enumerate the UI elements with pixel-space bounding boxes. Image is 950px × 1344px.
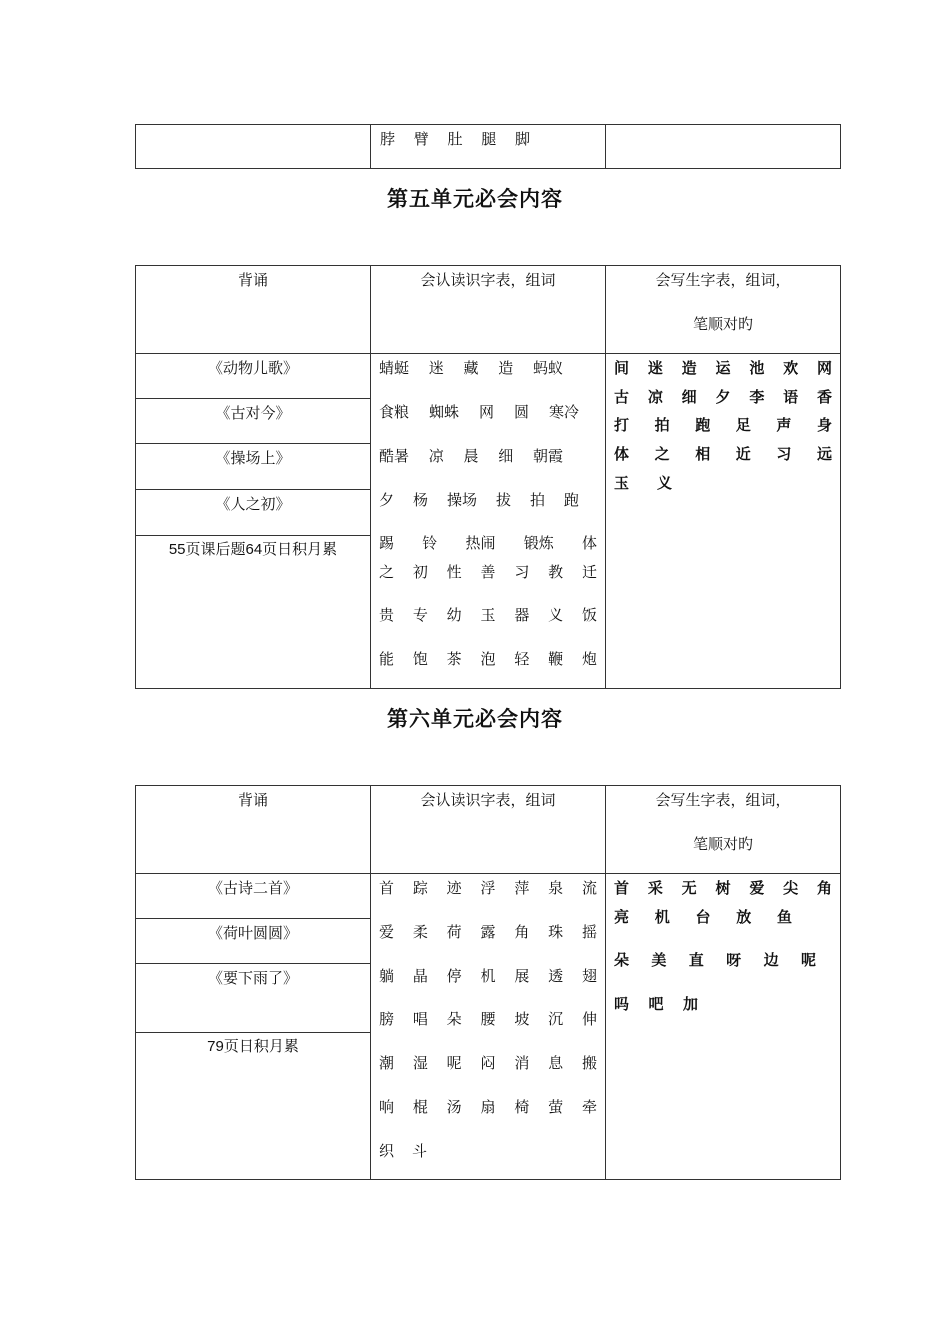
unit6-recognize-row (379, 878, 597, 898)
unit5-write-row (614, 358, 832, 378)
word-token: 坡 (514, 1010, 530, 1028)
word-token: 义 (548, 606, 564, 624)
word-token: 萤 (548, 1098, 564, 1116)
word-token: 之 (654, 445, 670, 463)
word-token: 柔 (412, 923, 428, 941)
word-token: 棍 (412, 1098, 428, 1116)
word-token: 美 (651, 951, 667, 969)
word-token: 潮 (379, 1054, 395, 1072)
unit6-write-row (614, 878, 832, 898)
word-token: 习 (514, 563, 530, 581)
word-token: 脚 (514, 130, 530, 148)
word-token: 泉 (548, 879, 564, 897)
word-token: 饱 (412, 650, 428, 668)
unit6-recite-item: 《古诗二首》 (207, 879, 298, 897)
word-token: 迷 (428, 359, 444, 377)
word-token: 汤 (446, 1098, 462, 1116)
word-token: 尖 (783, 879, 799, 897)
word-token: 珠 (548, 923, 564, 941)
word-token: 机 (480, 967, 496, 985)
word-token: 食粮 (379, 403, 410, 421)
unit6-write-row (614, 907, 792, 927)
word-token: 无 (681, 879, 697, 897)
unit6-recite-item: 《荷叶圆圆》 (207, 924, 298, 942)
word-token: 晨 (463, 447, 479, 465)
top-table-cell-text (380, 129, 530, 149)
unit6-recognize-row (379, 1053, 597, 1073)
word-token: 息 (548, 1054, 564, 1072)
word-token: 足 (735, 416, 751, 434)
word-token: 李 (749, 388, 765, 406)
word-token: 远 (816, 445, 832, 463)
word-token: 呀 (726, 951, 742, 969)
word-token: 斗 (411, 1142, 427, 1160)
word-token: 细 (681, 388, 697, 406)
word-token: 蜻蜓 (379, 359, 410, 377)
word-token: 习 (776, 445, 792, 463)
word-token: 跑 (563, 491, 579, 509)
word-token: 语 (783, 388, 799, 406)
word-token: 鞭 (548, 650, 564, 668)
word-token: 身 (816, 416, 832, 434)
word-token: 之 (379, 563, 395, 581)
word-token: 膀 (379, 1010, 395, 1028)
word-token: 加 (682, 995, 698, 1013)
unit5-recognize-row (379, 358, 563, 378)
unit6-write-row (614, 950, 816, 970)
word-token: 香 (816, 388, 832, 406)
word-token: 初 (412, 563, 428, 581)
word-token: 夕 (379, 491, 395, 509)
unit6-header-recognize: 会认读识字表，组词 (420, 791, 556, 809)
word-token: 打 (614, 416, 630, 434)
word-token: 腿 (481, 130, 497, 148)
word-token: 古 (614, 388, 630, 406)
word-token: 凉 (647, 388, 663, 406)
word-token: 肚 (447, 130, 463, 148)
word-token: 鱼 (776, 908, 792, 926)
word-token: 朝霞 (532, 447, 563, 465)
word-token: 角 (816, 879, 832, 897)
unit5-recite-item: 《动物儿歌》 (207, 359, 298, 377)
unit5-recite-item: 《人之初》 (215, 495, 291, 513)
unit5-header-write-line2: 笔顺对旳 (692, 315, 753, 333)
word-token: 能 (379, 650, 395, 668)
unit6-recognize-row (379, 966, 597, 986)
unit5-recognize-row (379, 562, 597, 582)
word-token: 迹 (446, 879, 462, 897)
word-token: 体 (581, 534, 597, 552)
word-token: 搬 (581, 1054, 597, 1072)
word-token: 声 (776, 416, 792, 434)
word-token: 直 (688, 951, 704, 969)
word-token: 消 (514, 1054, 530, 1072)
word-token: 椅 (514, 1098, 530, 1116)
word-token: 展 (514, 967, 530, 985)
unit5-write-row (614, 387, 832, 407)
word-token: 放 (736, 908, 752, 926)
word-token: 踪 (412, 879, 428, 897)
word-token: 呢 (800, 951, 816, 969)
unit6-recite-item: 《要下雨了》 (207, 969, 298, 987)
word-token: 首 (614, 879, 630, 897)
word-token: 采 (647, 879, 663, 897)
word-token: 夕 (715, 388, 731, 406)
word-token: 迷 (647, 359, 663, 377)
word-token: 杨 (412, 491, 428, 509)
word-token: 拍 (529, 491, 545, 509)
unit5-header-write-line1: 会写生字表，组词， (655, 271, 791, 289)
word-token: 网 (816, 359, 832, 377)
unit6-header-write-line2: 笔顺对旳 (692, 835, 753, 853)
word-token: 拍 (654, 416, 670, 434)
word-token: 扇 (480, 1098, 496, 1116)
word-token: 运 (715, 359, 731, 377)
word-token: 义 (656, 474, 672, 492)
unit5-recite-item: 《操场上》 (215, 449, 291, 467)
word-token: 踢 (379, 534, 395, 552)
word-token: 造 (498, 359, 514, 377)
word-token: 织 (379, 1142, 395, 1160)
word-token: 迁 (581, 563, 597, 581)
word-token: 闷 (480, 1054, 496, 1072)
word-token: 跑 (695, 416, 711, 434)
word-token: 吗 (614, 995, 630, 1013)
word-token: 蚂蚁 (532, 359, 563, 377)
unit6-write-row (614, 994, 698, 1014)
word-token: 湿 (412, 1054, 428, 1072)
unit5-title: 第五单元必会内容 (387, 187, 563, 211)
word-token: 善 (480, 563, 496, 581)
unit6-recognize-row (379, 922, 597, 942)
word-token: 池 (749, 359, 765, 377)
word-token: 贵 (379, 606, 395, 624)
unit6-header-write-line1: 会写生字表，组词， (655, 791, 791, 809)
word-token: 相 (695, 445, 711, 463)
word-token: 翅 (581, 967, 597, 985)
unit6-header-recite: 背诵 (237, 791, 268, 809)
word-token: 体 (614, 445, 630, 463)
word-token: 朵 (614, 951, 630, 969)
word-token: 泡 (480, 650, 496, 668)
unit6-recognize-row (379, 1141, 427, 1161)
word-token: 脖 (380, 130, 396, 148)
word-token: 首 (379, 879, 395, 897)
word-token: 露 (480, 923, 496, 941)
word-token: 流 (581, 879, 597, 897)
word-token: 摇 (581, 923, 597, 941)
word-token: 呢 (446, 1054, 462, 1072)
word-token: 吧 (648, 995, 664, 1013)
word-token: 机 (654, 908, 670, 926)
word-token: 伸 (581, 1010, 597, 1028)
unit5-write-row (614, 415, 832, 435)
word-token: 台 (695, 908, 711, 926)
unit5-recite-item: 55页课后题64页日积月累 (168, 541, 338, 558)
word-token: 晶 (412, 967, 428, 985)
word-token: 操场 (446, 491, 477, 509)
word-token: 爱 (749, 879, 765, 897)
word-token: 轻 (514, 650, 530, 668)
unit5-write-row (614, 444, 832, 464)
word-token: 响 (379, 1098, 395, 1116)
word-token: 腰 (480, 1010, 496, 1028)
word-token: 蜘蛛 (428, 403, 459, 421)
word-token: 拔 (495, 491, 511, 509)
word-token: 幼 (446, 606, 462, 624)
word-token: 边 (763, 951, 779, 969)
word-token: 凉 (428, 447, 444, 465)
unit6-recognize-row (379, 1097, 597, 1117)
unit5-recognize-row (379, 490, 579, 510)
word-token: 荷 (446, 923, 462, 941)
word-token: 树 (715, 879, 731, 897)
unit5-write-row (614, 473, 672, 493)
word-token: 茶 (446, 650, 462, 668)
unit5-recognize-row (379, 533, 597, 553)
word-token: 藏 (463, 359, 479, 377)
unit6-recognize-row (379, 1009, 597, 1029)
word-token: 性 (446, 563, 462, 581)
word-token: 教 (548, 563, 564, 581)
word-token: 角 (514, 923, 530, 941)
word-token: 透 (548, 967, 564, 985)
word-token: 玉 (614, 474, 630, 492)
unit5-recognize-row (379, 402, 579, 422)
word-token: 铃 (422, 534, 438, 552)
word-token: 圆 (513, 403, 529, 421)
word-token: 锻炼 (523, 534, 554, 552)
unit5-recognize-row (379, 649, 597, 669)
word-token: 亮 (614, 908, 630, 926)
word-token: 间 (614, 359, 630, 377)
word-token: 造 (681, 359, 697, 377)
word-token: 饭 (581, 606, 597, 624)
unit6-title: 第六单元必会内容 (387, 707, 563, 731)
unit5-header-recognize: 会认读识字表，组词 (420, 271, 556, 289)
word-token: 热闹 (465, 534, 496, 552)
word-token: 唱 (412, 1010, 428, 1028)
word-token: 专 (412, 606, 428, 624)
word-token: 酷暑 (379, 447, 410, 465)
word-token: 停 (446, 967, 462, 985)
word-token: 臂 (413, 130, 429, 148)
word-token: 近 (735, 445, 751, 463)
word-token: 萍 (514, 879, 530, 897)
unit5-recognize-row (379, 446, 563, 466)
word-token: 浮 (480, 879, 496, 897)
word-token: 欢 (783, 359, 799, 377)
unit6-recite-item: 79页日积月累 (207, 1038, 299, 1055)
word-token: 器 (514, 606, 530, 624)
word-token: 寒冷 (548, 403, 579, 421)
word-token: 网 (478, 403, 494, 421)
word-token: 玉 (480, 606, 496, 624)
word-token: 朵 (446, 1010, 462, 1028)
word-token: 爱 (379, 923, 395, 941)
word-token: 炮 (581, 650, 597, 668)
word-token: 沉 (548, 1010, 564, 1028)
unit5-recite-item: 《古对今》 (215, 404, 291, 422)
word-token: 细 (498, 447, 514, 465)
word-token: 牵 (581, 1098, 597, 1116)
word-token: 躺 (379, 967, 395, 985)
unit5-header-recite: 背诵 (237, 271, 268, 289)
unit5-recognize-row (379, 605, 597, 625)
